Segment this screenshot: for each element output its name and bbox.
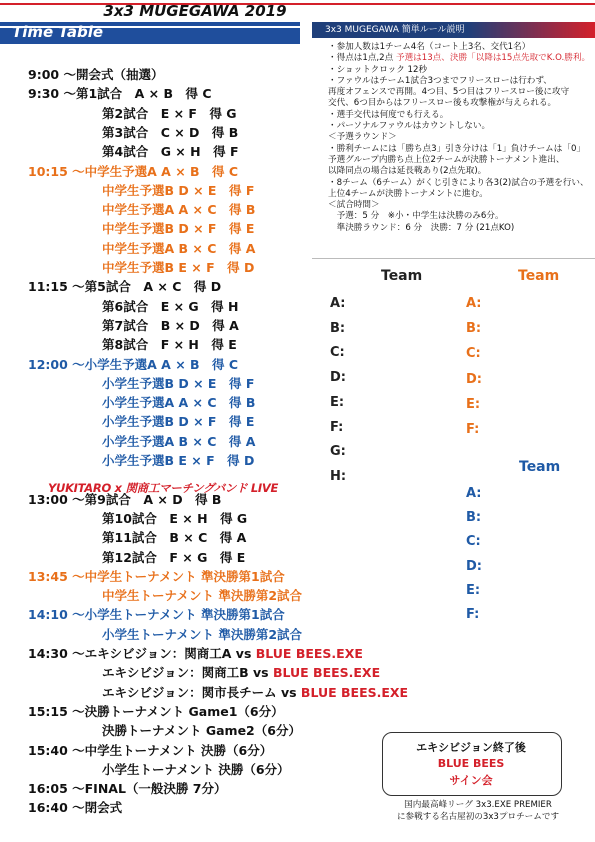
divider (312, 258, 595, 259)
schedule-row-text: 中学生予選A A × C 得 B (102, 202, 256, 218)
live-announcement: YUKITARO x 関商工マーチングバンド LIVE (48, 481, 279, 495)
schedule-row (102, 182, 254, 200)
schedule-row-text: 小学生予選B D × F 得 E (102, 414, 255, 430)
rule-line (328, 87, 590, 98)
schedule-row (102, 143, 239, 161)
exhibition-box-line2: BLUE BEES (437, 757, 505, 770)
schedule-row (28, 356, 238, 374)
rule-line (328, 144, 590, 155)
schedule-row-text: 第12試合 F × G 得 E (102, 549, 246, 565)
rule-highlight: 予選は13点、決勝「以降は15点先取でK.O.勝利。 (395, 53, 591, 64)
team-letter-elementary: F: (466, 607, 480, 622)
rule-text: ・参加人数は1チーム4名（コート上3名、交代1名） (328, 42, 531, 52)
footer-line2: に参戦する名古屋初の3x3プロチームです (396, 812, 560, 822)
schedule-row-text: 12:00 〜小学生予選A A × B 得 C (28, 356, 239, 372)
team-letter-middle: F: (466, 422, 480, 437)
schedule-row-text: 第7試合 B × D 得 A (102, 317, 239, 333)
schedule-row-text: 14:10 〜小学生トーナメント 準決勝第1試合 (28, 607, 285, 623)
schedule-row-text: 13:45 〜中学生トーナメント 準決勝第1試合 (28, 568, 285, 584)
rule-text: ＜試合時間＞ (328, 200, 380, 211)
schedule-row (102, 105, 237, 123)
schedule-row-text: 小学生予選B D × E 得 F (102, 375, 255, 391)
schedule-row (102, 722, 301, 740)
rule-line (328, 65, 590, 76)
schedule-row-text: 10:15 〜中学生予選A A × B 得 C (28, 163, 239, 179)
schedule-row-team: BLUE BEES.EXE (272, 665, 381, 681)
schedule-row (28, 568, 285, 586)
rule-text: ＜予選ラウンド＞ (328, 132, 397, 143)
schedule-row-text: 第6試合 E × G 得 H (102, 298, 239, 314)
rules-list (328, 42, 590, 234)
team-letter-general: D: (330, 370, 346, 386)
rule-text: ・勝利チームには「勝ち点3」引き分けは「1」負けチームは「0」 (328, 143, 586, 154)
rule-text: 以降同点の場合は延長戦あり(2点先取)。 (328, 166, 487, 177)
schedule-row-text: 11:15 〜第5試合 A × C 得 D (28, 279, 222, 295)
team-letter-middle: A: (466, 296, 482, 311)
schedule-row (102, 336, 237, 354)
header-stripe (0, 0, 595, 20)
schedule-row (102, 433, 255, 451)
page-title: 3x3 MUGEGAWA 2019 (103, 2, 287, 20)
team-letter-middle: B: (466, 321, 482, 337)
schedule-row (102, 626, 302, 644)
schedule-row-text: 小学生トーナメント 決勝（6分） (102, 761, 290, 777)
footer-note (378, 799, 578, 823)
team-letter-middle: E: (466, 396, 481, 412)
schedule-row-text: 中学生トーナメント 準決勝第2試合 (102, 588, 303, 604)
rule-line (328, 42, 590, 53)
team-letter-middle: C: (466, 346, 481, 362)
schedule-row-text: 第11試合 B × C 得 A (102, 530, 247, 546)
rule-text: ・8チーム（6チーム）がくじ引きにより各3(2)試合の予選を行い、 (328, 177, 589, 188)
schedule-row (102, 510, 247, 528)
team-letter-general: B: (330, 320, 346, 336)
schedule-row (102, 375, 254, 393)
rule-text: 上位4チームが決勝トーナメントに進む。 (328, 188, 488, 199)
rule-text: ・ファウルはチーム1試合3つまでフリースローは行わず、 (328, 75, 552, 86)
rule-text: 交代、6つ目からはフリースロー後も攻撃権が与えられる。 (328, 98, 557, 109)
schedule-row (102, 452, 254, 470)
schedule-row-team: BLUE BEES.EXE (255, 646, 363, 661)
team-heading-middle: Team (518, 268, 560, 284)
schedule-row-text: 中学生予選B D × E 得 F (102, 182, 255, 198)
rule-text: 予選グループ内勝ち点上位2チームが決勝トーナメント進出、 (328, 154, 565, 165)
schedule-row (102, 201, 255, 219)
schedule-row (28, 703, 284, 721)
schedule-row-text: 小学生トーナメント 準決勝第2試合 (102, 626, 303, 642)
schedule-row (28, 278, 221, 296)
team-heading-general: Team (381, 268, 423, 284)
team-letter-general: A: (330, 296, 346, 311)
schedule-row-text: 第10試合 E × H 得 G (102, 510, 248, 526)
rule-text: ・パーソナルファウルはカウントしない。 (328, 121, 491, 132)
schedule-row-text: 9:30 〜第1試合 A × B 得 C (28, 86, 212, 102)
schedule-row-text: 中学生予選A B × C 得 A (102, 240, 256, 256)
team-letter-elementary: C: (466, 534, 481, 550)
rule-line (328, 132, 590, 143)
rule-line (328, 200, 590, 211)
schedule-row (102, 259, 254, 277)
schedule-row (102, 587, 302, 605)
team-letter-elementary: E: (466, 582, 481, 598)
schedule-row (28, 645, 363, 663)
rule-line (328, 98, 590, 109)
exhibition-box-line3: サイン会 (449, 774, 493, 787)
rule-line (328, 211, 590, 222)
schedule-row-text: エキシビジョン：関市長チーム vs (102, 684, 301, 700)
rule-line (328, 155, 590, 166)
rule-text: 予選：5 分 ※小・中学生は決勝のみ6分。 (328, 211, 504, 222)
rule-text: ・選手交代は何度でも行える。 (328, 109, 449, 120)
schedule-row (102, 394, 255, 412)
rule-text: 準決勝ラウンド：6 分 決勝：7 分 (21点KO) (328, 222, 515, 233)
schedule-row-text: 中学生予選B E × F 得 D (102, 260, 255, 275)
schedule-row (102, 240, 255, 258)
schedule-row-text: 小学生予選A A × C 得 B (102, 395, 256, 411)
schedule-row (102, 298, 239, 316)
rule-line (328, 178, 590, 189)
schedule-row (102, 529, 246, 547)
team-letter-middle: D: (466, 371, 482, 387)
footer-line1: 国内最高峰リーグ 3x3.EXE PREMIER (404, 800, 552, 810)
team-letter-general: F: (330, 419, 344, 435)
rule-text: ・ショットクロック 12秒 (328, 64, 428, 75)
schedule-row-text: 14:30 〜エキシビジョン：関商工A vs (28, 646, 256, 661)
schedule-row-text: 15:40 〜中学生トーナメント 決勝（6分） (28, 742, 273, 758)
timetable-label: Time Table (12, 23, 104, 41)
schedule-row-team: BLUE BEES.EXE (300, 684, 409, 700)
schedule-row-text: 決勝トーナメント Game2（6分） (102, 723, 301, 739)
schedule-row-text: 小学生予選A B × C 得 A (102, 433, 256, 449)
schedule-row (28, 85, 212, 103)
schedule-row (28, 780, 226, 798)
rule-line (328, 223, 590, 234)
rules-title: 3x3 MUGEGAWA 簡単ルール説明 (325, 25, 465, 35)
schedule-row (28, 742, 272, 760)
team-letter-elementary: D: (466, 558, 482, 574)
team-letter-general: G: (330, 444, 346, 460)
schedule-row (102, 549, 245, 567)
schedule-row-text: 小学生予選B E × F 得 D (102, 453, 255, 468)
schedule-row (102, 124, 238, 142)
schedule-row-text: 15:15 〜決勝トーナメント Game1（6分） (28, 703, 284, 719)
rule-text: 再度オフェンスで再開。4つ目、5つ目はフリースロー後に攻守 (328, 87, 570, 98)
schedule-row (28, 606, 285, 624)
team-letter-general: C: (330, 345, 345, 361)
exhibition-box-line1: エキシビジョン終了後 (416, 741, 526, 754)
schedule-row-text: 第4試合 G × H 得 F (102, 144, 239, 160)
rule-line (328, 76, 590, 87)
timetable-underline (0, 42, 300, 44)
schedule-row-text: 13:00 〜第9試合 A × D 得 B (28, 491, 222, 507)
schedule-row-text: 第3試合 C × D 得 B (102, 124, 239, 140)
team-letter-general: H: (330, 468, 347, 484)
team-letter-elementary: A: (466, 486, 482, 501)
schedule-row (28, 66, 163, 84)
team-heading-elementary: Team (519, 459, 561, 475)
rule-line (328, 166, 590, 177)
rule-line (328, 110, 590, 121)
schedule-row (102, 684, 408, 702)
schedule-row (102, 413, 254, 431)
rule-line (328, 121, 590, 132)
schedule-row-text: 16:05 〜FINAL（一般決勝 7分） (28, 781, 227, 797)
schedule-row-text: エキシビジョン：関商工B vs (102, 665, 273, 681)
schedule-row (102, 220, 254, 238)
schedule-row-text: 9:00 〜開会式（抽選） (28, 67, 164, 82)
schedule-row (102, 761, 290, 779)
team-letter-general: E: (330, 394, 345, 410)
schedule-row (28, 799, 122, 817)
schedule-row-text: 第2試合 E × F 得 G (102, 105, 237, 121)
rule-line (328, 53, 590, 64)
rule-line (328, 189, 590, 200)
schedule-row-text: 中学生予選B D × F 得 E (102, 221, 255, 237)
schedule-row-text: 第8試合 F × H 得 E (102, 337, 237, 353)
schedule-row (102, 664, 380, 682)
schedule-row (102, 317, 239, 335)
team-letter-elementary: B: (466, 510, 482, 526)
rule-text: ・得点は1点,2点 (328, 53, 396, 64)
schedule-row-text: 16:40 〜閉会式 (28, 800, 123, 816)
schedule-row (28, 163, 238, 181)
